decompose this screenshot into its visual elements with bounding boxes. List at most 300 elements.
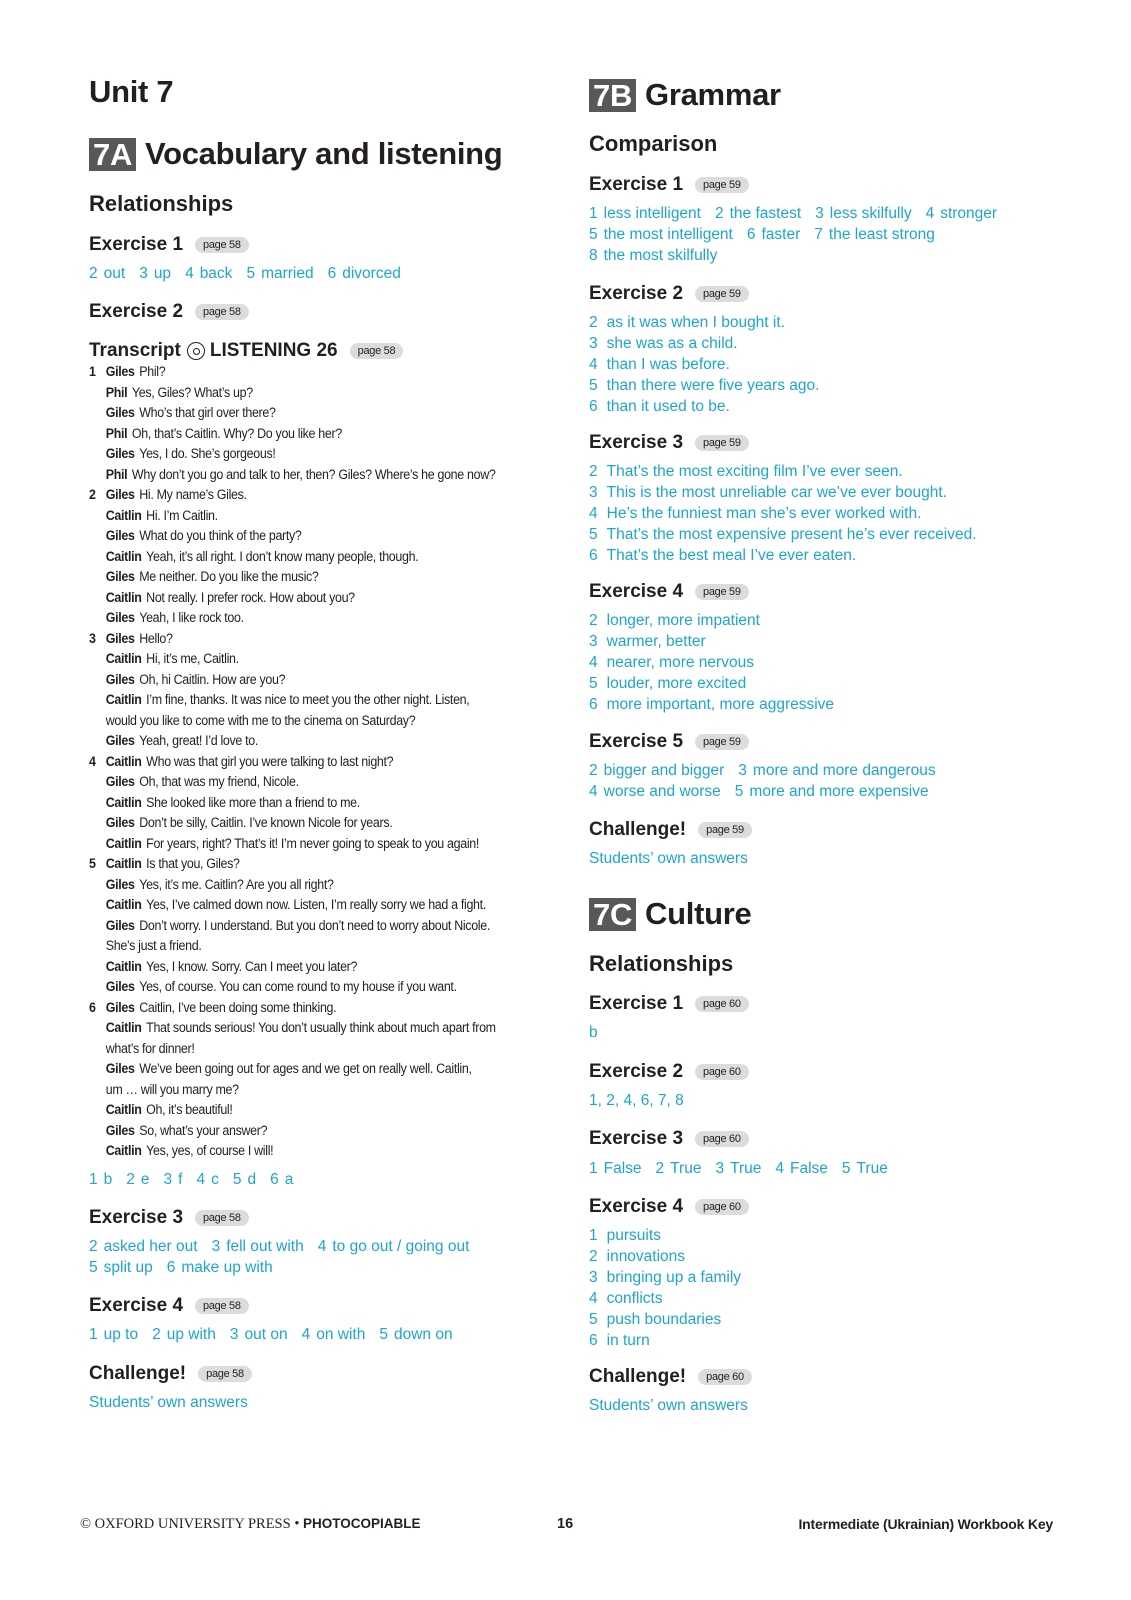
answer-text: nearer, more nervous xyxy=(606,654,754,671)
page-badge: page 59 xyxy=(698,822,752,838)
answer-text: e xyxy=(140,1171,150,1188)
transcript-line xyxy=(89,1059,496,1080)
answer-number: 6 xyxy=(589,696,598,713)
answer-number: 5 xyxy=(232,1171,242,1188)
subtitle-relationships: Relationships xyxy=(89,191,234,216)
transcript-text: Not really. I prefer rock. How about you? xyxy=(146,589,355,605)
answer-number: 2 xyxy=(589,762,598,779)
answer-item xyxy=(589,545,977,566)
answer-number: 6 xyxy=(746,226,756,243)
transcript-line xyxy=(89,1039,496,1060)
answer-text: than there were five years ago. xyxy=(606,377,820,394)
speaker-name: Giles xyxy=(105,999,135,1015)
answer-number: 3 xyxy=(589,1269,598,1286)
speaker-name: Caitlin xyxy=(105,507,142,523)
dialogue-number: 6 xyxy=(89,999,96,1015)
answer-text: up with xyxy=(166,1326,216,1343)
subtitle-comparison: Comparison xyxy=(589,131,718,156)
answer-text: This is the most unreliable car we’ve ever bought. xyxy=(606,484,947,501)
challenge-heading xyxy=(589,819,752,841)
page-badge: page 58 xyxy=(198,1366,252,1382)
answer-text: bigger and bigger xyxy=(603,762,725,779)
transcript-text: Yes, yes, of course I will! xyxy=(146,1143,274,1158)
transcript-line xyxy=(89,1080,496,1101)
answer-item xyxy=(589,396,819,417)
answer-number: 2 xyxy=(589,612,598,629)
speaker-name: Caitlin xyxy=(105,1102,142,1117)
transcript-line xyxy=(89,916,496,937)
speaker-name: Giles xyxy=(105,630,135,646)
transcript-heading xyxy=(89,340,403,362)
speaker-name: Giles xyxy=(105,569,135,584)
answer-text: stronger xyxy=(940,205,998,222)
answer-text: less intelligent xyxy=(603,205,701,222)
transcript-text: what’s for dinner! xyxy=(105,1040,195,1056)
answer-text: the fastest xyxy=(729,205,802,222)
section-7b-title: Grammar xyxy=(645,77,781,112)
page-badge: page 60 xyxy=(695,996,749,1012)
answer-list xyxy=(589,461,977,566)
photocopiable-label: PHOTOCOPIABLE xyxy=(303,1516,421,1531)
transcript-text: Who’s that girl over there? xyxy=(139,405,276,420)
answer-text: more and more dangerous xyxy=(752,762,936,779)
answer-text: True xyxy=(730,1160,762,1177)
transcript-text: Don’t be silly, Caitlin. I’ve known Nicole for years. xyxy=(139,815,393,830)
page-badge: page 58 xyxy=(350,343,404,359)
section-7b-code: 7B xyxy=(589,79,636,112)
answer-number: 2 xyxy=(655,1160,665,1177)
answer-text: conflicts xyxy=(606,1290,663,1307)
page-badge: page 58 xyxy=(195,1210,249,1226)
footer-book-title: Intermediate (Ukrainian) Workbook Key xyxy=(798,1516,1053,1532)
answer-number: 4 xyxy=(589,783,598,800)
transcript-text: Me neither. Do you like the music? xyxy=(139,569,319,584)
page-badge: page 59 xyxy=(695,435,749,451)
exercise-title: Exercise 2 xyxy=(589,283,684,304)
speaker-name: Giles xyxy=(105,733,135,748)
speaker-name: Caitlin xyxy=(105,589,142,605)
answer-item xyxy=(589,1225,741,1246)
answer-text: fell out with xyxy=(226,1238,304,1255)
speaker-name: Giles xyxy=(105,815,135,830)
transcript-line xyxy=(89,711,496,732)
answer-number: 3 xyxy=(211,1238,221,1255)
transcript-text: Who was that girl you were talking to last night? xyxy=(146,753,394,769)
transcript-line xyxy=(89,854,496,875)
answer-line xyxy=(89,1236,469,1257)
speaker-name: Caitlin xyxy=(105,1020,142,1035)
answer-number: 2 xyxy=(89,1238,98,1255)
transcript-line xyxy=(89,485,496,506)
transcript-text: Yes, I’ve calmed down now. Listen, I’m really sorry we had a fight. xyxy=(146,897,486,912)
challenge-answer: Students’ own answers xyxy=(89,1394,248,1411)
answer-text: worse and worse xyxy=(603,783,721,800)
answer-line xyxy=(589,224,935,245)
speaker-name: Giles xyxy=(105,364,135,379)
answer-line: 1, 2, 4, 6, 7, 8 xyxy=(589,1092,684,1109)
answer-number: 6 xyxy=(589,547,598,564)
speaker-name: Giles xyxy=(105,446,135,461)
dialogue-number: 3 xyxy=(89,630,96,646)
answer-text: innovations xyxy=(606,1248,686,1265)
exercise-title: Exercise 1 xyxy=(589,174,684,195)
answer-item xyxy=(589,610,834,631)
answer-text: pursuits xyxy=(606,1227,661,1244)
transcript-text: Why don’t you go and talk to her, then? Giles? Where’s he gone now? xyxy=(131,466,496,482)
transcript-line xyxy=(89,444,496,465)
transcript-text: She’s just a friend. xyxy=(105,938,202,953)
transcript-text: Hi. My name’s Giles. xyxy=(139,487,247,502)
answer-text: asked her out xyxy=(103,1238,198,1255)
page-badge: page 59 xyxy=(695,177,749,193)
speaker-name: Giles xyxy=(105,671,135,687)
answer-line xyxy=(89,1324,453,1345)
answer-line: b xyxy=(589,1024,598,1041)
challenge-title: Challenge! xyxy=(589,1366,687,1387)
answer-text: more important, more aggressive xyxy=(606,696,835,713)
answer-item xyxy=(589,503,977,524)
transcript-text: Is that you, Giles? xyxy=(146,856,240,871)
transcript-line xyxy=(89,752,496,773)
transcript-line xyxy=(89,1018,496,1039)
answer-list xyxy=(589,312,819,417)
transcript-text: um … will you marry me? xyxy=(105,1081,239,1097)
section-7b-heading xyxy=(589,77,781,113)
speaker-name: Giles xyxy=(105,405,135,420)
speaker-name: Caitlin xyxy=(105,794,142,810)
answer-number: 3 xyxy=(815,205,824,222)
section-7c-code: 7C xyxy=(589,898,636,931)
transcript-line xyxy=(89,957,496,978)
exercise-heading xyxy=(589,1196,749,1218)
answer-number: 1 xyxy=(589,205,598,222)
section-7c-heading xyxy=(589,896,751,932)
transcript-line xyxy=(89,875,496,896)
transcript-line xyxy=(89,629,496,650)
answer-line xyxy=(89,1169,293,1190)
answer-number: 4 xyxy=(589,654,598,671)
answer-item xyxy=(589,631,834,652)
transcript-text: Yeah, it’s all right. I don’t know many people, though. xyxy=(146,548,419,564)
answer-item xyxy=(589,312,819,333)
answer-text: up to xyxy=(103,1326,139,1343)
transcript-line xyxy=(89,608,496,629)
speaker-name: Giles xyxy=(105,528,135,543)
answer-number: 3 xyxy=(589,484,598,501)
answer-text: push boundaries xyxy=(606,1311,722,1328)
answer-number: 3 xyxy=(715,1160,725,1177)
challenge-answer: Students’ own answers xyxy=(589,850,748,867)
answer-text: louder, more excited xyxy=(606,675,747,692)
answer-text: than it used to be. xyxy=(606,398,730,415)
answer-text: That’s the most expensive present he’s ever received. xyxy=(606,526,977,543)
footer-page-number: 16 xyxy=(557,1516,574,1532)
exercise-title: Exercise 1 xyxy=(89,234,184,255)
answer-text: the least strong xyxy=(828,226,935,243)
transcript-text: We’ve been going out for ages and we get on really well. Caitlin, xyxy=(139,1061,472,1076)
answer-item xyxy=(589,524,977,545)
answer-text: less skilfully xyxy=(829,205,912,222)
exercise-heading xyxy=(89,1207,249,1229)
transcript-line xyxy=(89,977,496,998)
speaker-name: Caitlin xyxy=(105,1143,142,1158)
exercise-title: Exercise 5 xyxy=(589,731,684,752)
footer-copyright: © OXFORD UNIVERSITY PRESS • PHOTOCOPIABLE xyxy=(80,1516,421,1532)
answer-list xyxy=(589,1225,741,1351)
transcript-text: For years, right? That’s it! I’m never going to speak to you again! xyxy=(146,835,480,851)
answer-item xyxy=(589,461,977,482)
exercise-title: Exercise 3 xyxy=(589,432,684,453)
transcript-text: Oh, that was my friend, Nicole. xyxy=(139,774,299,789)
challenge-heading xyxy=(589,1366,752,1388)
page-badge: page 59 xyxy=(695,734,749,750)
answer-text: split up xyxy=(103,1259,153,1276)
challenge-answer: Students’ own answers xyxy=(589,1397,748,1414)
answer-text: False xyxy=(603,1160,642,1177)
speaker-name: Phil xyxy=(105,384,128,400)
challenge-title: Challenge! xyxy=(89,1363,187,1384)
answer-item xyxy=(589,375,819,396)
answer-line xyxy=(589,760,936,781)
answer-text: on with xyxy=(316,1326,366,1343)
transcript-text: Caitlin, I’ve been doing some thinking. xyxy=(139,999,337,1015)
transcript-text: That sounds serious! You don’t usually think about much apart from xyxy=(146,1020,496,1035)
answer-number: 3 xyxy=(738,762,747,779)
answer-number: 2 xyxy=(152,1326,161,1343)
dialogue-number: 4 xyxy=(89,753,96,769)
speaker-name: Caitlin xyxy=(105,897,142,912)
speaker-name: Caitlin xyxy=(105,692,142,707)
answer-number: 5 xyxy=(246,265,256,282)
answer-text: divorced xyxy=(342,265,401,282)
transcript-title: Transcript xyxy=(89,340,181,361)
answer-text: married xyxy=(261,265,314,282)
answer-number: 2 xyxy=(126,1171,135,1188)
answer-number: 8 xyxy=(589,247,598,264)
answer-number: 4 xyxy=(301,1326,311,1343)
exercise-heading xyxy=(589,581,749,603)
transcript-text: Oh, hi Caitlin. How are you? xyxy=(139,671,286,687)
answer-number: 5 xyxy=(589,526,598,543)
speaker-name: Giles xyxy=(105,610,135,625)
transcript-line xyxy=(89,731,496,752)
exercise-title: Exercise 4 xyxy=(89,1295,184,1316)
answer-item xyxy=(589,1246,741,1267)
answer-text: to go out / going out xyxy=(332,1238,470,1255)
answer-number: 3 xyxy=(139,265,148,282)
answer-number: 2 xyxy=(714,205,724,222)
answer-number: 5 xyxy=(379,1326,388,1343)
answer-number: 4 xyxy=(317,1238,327,1255)
answer-item xyxy=(589,1309,741,1330)
answer-number: 5 xyxy=(841,1160,851,1177)
answer-line xyxy=(589,245,717,266)
transcript-body xyxy=(89,362,496,1162)
transcript-text: Yes, of course. You can come round to my house if you want. xyxy=(139,979,457,994)
answer-text: the most intelligent xyxy=(603,226,733,243)
answer-list xyxy=(589,610,834,715)
answer-text: b xyxy=(103,1171,113,1188)
answer-number: 4 xyxy=(925,205,935,222)
transcript-line xyxy=(89,670,496,691)
answer-text: d xyxy=(247,1171,257,1188)
answer-text: f xyxy=(178,1171,183,1188)
transcript-text: Oh, that’s Caitlin. Why? Do you like her? xyxy=(131,425,342,441)
answer-text: True xyxy=(670,1160,702,1177)
page-badge: page 59 xyxy=(695,286,749,302)
speaker-name: Giles xyxy=(105,487,135,502)
page-badge: page 60 xyxy=(695,1199,749,1215)
copyright-text: © OXFORD UNIVERSITY PRESS xyxy=(80,1516,291,1532)
page-badge: page 58 xyxy=(195,1298,249,1314)
transcript-line xyxy=(89,403,496,424)
exercise-title: Exercise 2 xyxy=(89,301,184,322)
answer-number: 3 xyxy=(589,335,598,352)
answer-item xyxy=(589,333,819,354)
transcript-line xyxy=(89,383,496,404)
subtitle-relationships: Relationships xyxy=(589,951,734,976)
answer-text: the most skilfully xyxy=(603,247,718,264)
answer-line xyxy=(589,781,929,802)
exercise-heading xyxy=(589,174,749,196)
speaker-name: Caitlin xyxy=(105,651,142,666)
transcript-text: Yes, I know. Sorry. Can I meet you later? xyxy=(146,958,358,974)
page-badge: page 59 xyxy=(695,584,749,600)
transcript-text: would you like to come with me to the cinema on Saturday? xyxy=(105,712,416,728)
exercise-heading xyxy=(89,301,249,323)
answer-number: 3 xyxy=(229,1326,239,1343)
dialogue-number: 5 xyxy=(89,856,96,871)
answer-line xyxy=(589,1158,888,1179)
page-badge: page 60 xyxy=(698,1369,752,1385)
answer-number: 1 xyxy=(89,1171,98,1188)
answer-number: 1 xyxy=(589,1227,598,1244)
transcript-text: Hello? xyxy=(139,630,173,646)
section-7c-title: Culture xyxy=(645,896,752,931)
section-7a-title: Vocabulary and listening xyxy=(145,136,503,171)
answer-text: faster xyxy=(761,226,801,243)
transcript-text: She looked like more than a friend to me. xyxy=(146,794,360,810)
answer-number: 2 xyxy=(589,314,598,331)
transcript-line xyxy=(89,895,496,916)
answer-number: 1 xyxy=(89,1326,98,1343)
answer-number: 5 xyxy=(734,783,744,800)
exercise-heading xyxy=(89,234,249,256)
transcript-text: Yes, it’s me. Caitlin? Are you all right? xyxy=(139,876,334,892)
speaker-name: Caitlin xyxy=(105,753,142,769)
answer-text: c xyxy=(211,1171,219,1188)
transcript-text: Don’t worry. I understand. But you don’t need to worry about Nicole. xyxy=(139,917,490,933)
transcript-line xyxy=(89,998,496,1019)
transcript-line xyxy=(89,936,496,957)
answer-number: 6 xyxy=(270,1171,279,1188)
answer-number: 5 xyxy=(89,1259,98,1276)
answer-text: That’s the best meal I’ve ever eaten. xyxy=(606,547,857,564)
exercise-heading xyxy=(589,993,749,1015)
transcript-line xyxy=(89,813,496,834)
answer-number: 3 xyxy=(163,1171,173,1188)
transcript-line xyxy=(89,424,496,445)
exercise-heading xyxy=(589,731,749,753)
answer-text: a xyxy=(284,1171,294,1188)
exercise-heading xyxy=(589,283,749,305)
answer-number: 4 xyxy=(196,1171,206,1188)
answer-text: out xyxy=(103,265,126,282)
exercise-heading xyxy=(589,432,749,454)
transcript-text: Oh, it’s beautiful! xyxy=(146,1102,233,1117)
answer-number: 7 xyxy=(814,226,823,243)
answer-line xyxy=(589,203,997,224)
answer-line xyxy=(89,263,401,284)
speaker-name: Giles xyxy=(105,876,135,892)
unit-title: Unit 7 xyxy=(89,74,174,109)
transcript-text: What do you think of the party? xyxy=(139,528,302,543)
transcript-line xyxy=(89,465,496,486)
speaker-name: Phil xyxy=(105,425,128,441)
exercise-heading xyxy=(589,1061,749,1083)
exercise-heading xyxy=(89,1295,249,1317)
answer-text: up xyxy=(153,265,172,282)
speaker-name: Giles xyxy=(105,774,135,789)
dialogue-number: 2 xyxy=(89,487,96,502)
answer-number: 6 xyxy=(589,1332,598,1349)
speaker-name: Caitlin xyxy=(105,548,142,564)
challenge-title: Challenge! xyxy=(589,819,687,840)
transcript-line xyxy=(89,772,496,793)
speaker-name: Caitlin xyxy=(105,835,142,851)
transcript-line xyxy=(89,649,496,670)
answer-number: 5 xyxy=(589,1311,598,1328)
transcript-line xyxy=(89,690,496,711)
answer-text: more and more expensive xyxy=(749,783,929,800)
transcript-text: Yes, I do. She’s gorgeous! xyxy=(139,446,276,461)
answer-text: True xyxy=(856,1160,888,1177)
transcript-line xyxy=(89,547,496,568)
answer-text: out on xyxy=(244,1326,288,1343)
transcript-line xyxy=(89,362,496,383)
answer-item xyxy=(589,1330,741,1351)
dialogue-number: 1 xyxy=(89,364,96,379)
transcript-line xyxy=(89,506,496,527)
transcript-text: I’m fine, thanks. It was nice to meet you the other night. Listen, xyxy=(146,692,470,707)
speaker-name: Caitlin xyxy=(105,856,142,871)
answer-number: 4 xyxy=(589,505,598,522)
answer-number: 4 xyxy=(775,1160,784,1177)
speaker-name: Giles xyxy=(105,1061,135,1076)
answer-number: 6 xyxy=(166,1259,176,1276)
page-badge: page 60 xyxy=(695,1131,749,1147)
transcript-text: Yes, Giles? What’s up? xyxy=(131,384,253,400)
answer-number: 2 xyxy=(589,463,598,480)
transcript-line xyxy=(89,1121,496,1142)
answer-number: 4 xyxy=(589,356,598,373)
transcript-line xyxy=(89,567,496,588)
listening-label: LISTENING 26 xyxy=(209,340,338,361)
answer-text: make up with xyxy=(181,1259,273,1276)
transcript-line xyxy=(89,1141,496,1162)
answer-text: back xyxy=(199,265,233,282)
answer-number: 5 xyxy=(589,226,598,243)
transcript-line xyxy=(89,834,496,855)
answer-item xyxy=(589,694,834,715)
transcript-line xyxy=(89,793,496,814)
answer-item xyxy=(589,354,819,375)
exercise-title: Exercise 3 xyxy=(89,1207,184,1228)
answer-number: 6 xyxy=(327,265,337,282)
answer-text: That’s the most exciting film I’ve ever seen. xyxy=(606,463,903,480)
page-badge: page 60 xyxy=(695,1064,749,1080)
transcript-line xyxy=(89,1100,496,1121)
